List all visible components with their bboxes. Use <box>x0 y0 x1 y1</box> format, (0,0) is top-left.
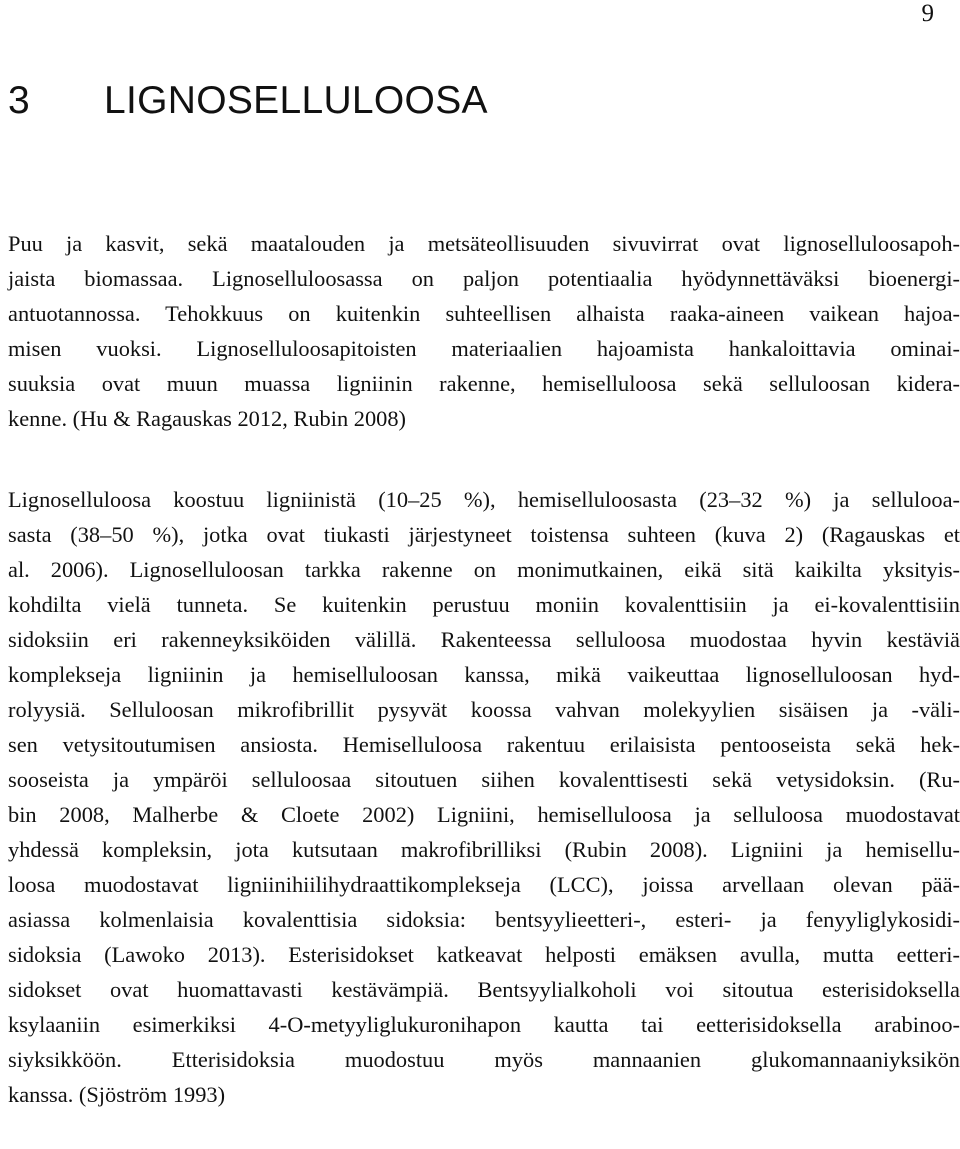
text-line: kanssa. (Sjöström 1993) <box>8 1082 226 1107</box>
text-line: jaista biomassaa. Lignoselluloosassa on paljon potentiaalia hyödynnettäväksi bioenergi- <box>8 266 960 291</box>
chapter-title: LIGNOSELLULOOSA <box>104 79 488 122</box>
text-line: antuotannossa. Tehokkuus on kuitenkin suhteellisen alhaista raaka-aineen vaikean hajoa- <box>8 301 960 326</box>
text-line: misen vuoksi. Lignoselluloosapitoisten materiaalien hajoamista hankaloittavia ominai- <box>8 336 960 361</box>
text-line: suuksia ovat muun muassa ligniinin rakenne, hemiselluloosa sekä selluloosan kidera- <box>8 371 960 396</box>
text-line: sidokset ovat huomattavasti kestävämpiä. Bentsyylialkoholi voi sitoutua esterisidoksella <box>8 977 960 1002</box>
page-number: 9 <box>921 0 934 27</box>
text-line: kohdilta vielä tunneta. Se kuitenkin perustuu moniin kovalenttisiin ja ei-kovalenttisiin <box>8 592 960 617</box>
body-paragraph-1 <box>8 226 960 436</box>
paragraph <box>8 482 960 1112</box>
text-line: kenne. (Hu & Ragauskas 2012, Rubin 2008) <box>8 406 407 431</box>
text-line: sidoksia (Lawoko 2013). Esterisidokset katkeavat helposti emäksen avulla, mutta eetteri- <box>8 942 960 967</box>
chapter-heading <box>8 78 488 124</box>
text-line: sasta (38–50 %), jotka ovat tiukasti järjestyneet toistensa suhteen (kuva 2) (Ragauskas et <box>8 522 960 547</box>
text-line: yhdessä kompleksin, jota kutsutaan makrofibrilliksi (Rubin 2008). Ligniini ja hemisellu- <box>8 837 960 862</box>
text-line: asiassa kolmenlaisia kovalenttisia sidoksia: bentsyylieetteri-, esteri- ja fenyyliglykosidi- <box>8 907 960 932</box>
text-line: rolyysiä. Selluloosan mikrofibrillit pysyvät koossa vahvan molekyylien sisäisen ja -väli- <box>8 697 960 722</box>
text-line: loosa muodostavat ligniinihiilihydraattikomplekseja (LCC), joissa arvellaan olevan pää- <box>8 872 960 897</box>
text-line: Puu ja kasvit, sekä maatalouden ja metsäteollisuuden sivuvirrat ovat lignoselluloosapoh- <box>8 231 960 256</box>
text-line: siyksikköön. Etterisidoksia muodostuu myös mannaanien glukomannaaniyksikön <box>8 1047 960 1072</box>
text-line: sidoksiin eri rakenneyksiköiden välillä. Rakenteessa selluloosa muodostaa hyvin kestäviä <box>8 627 960 652</box>
text-line: bin 2008, Malherbe & Cloete 2002) Ligniini, hemiselluloosa ja selluloosa muodostavat <box>8 802 960 827</box>
text-line: komplekseja ligniinin ja hemiselluloosan kanssa, mikä vaikeuttaa lignoselluloosan hyd- <box>8 662 960 687</box>
text-line: sen vetysitoutumisen ansiosta. Hemiselluloosa rakentuu erilaisista pentooseista sekä hek- <box>8 732 960 757</box>
paragraph <box>8 226 960 436</box>
chapter-number: 3 <box>8 79 30 122</box>
text-line: ksylaaniin esimerkiksi 4-O-metyyliglukuronihapon kautta tai eetterisidoksella arabinoo- <box>8 1012 960 1037</box>
text-line: Lignoselluloosa koostuu ligniinistä (10–25 %), hemiselluloosasta (23–32 %) ja sellulooa- <box>8 487 960 512</box>
text-line: al. 2006). Lignoselluloosan tarkka rakenne on monimutkainen, eikä sitä kaikilta yksityis- <box>8 557 960 582</box>
body-paragraph-2 <box>8 482 960 1112</box>
text-line: sooseista ja ympäröi selluloosaa sitoutuen siihen kovalenttisesti sekä vetysidoksin. (Ru- <box>8 767 960 792</box>
